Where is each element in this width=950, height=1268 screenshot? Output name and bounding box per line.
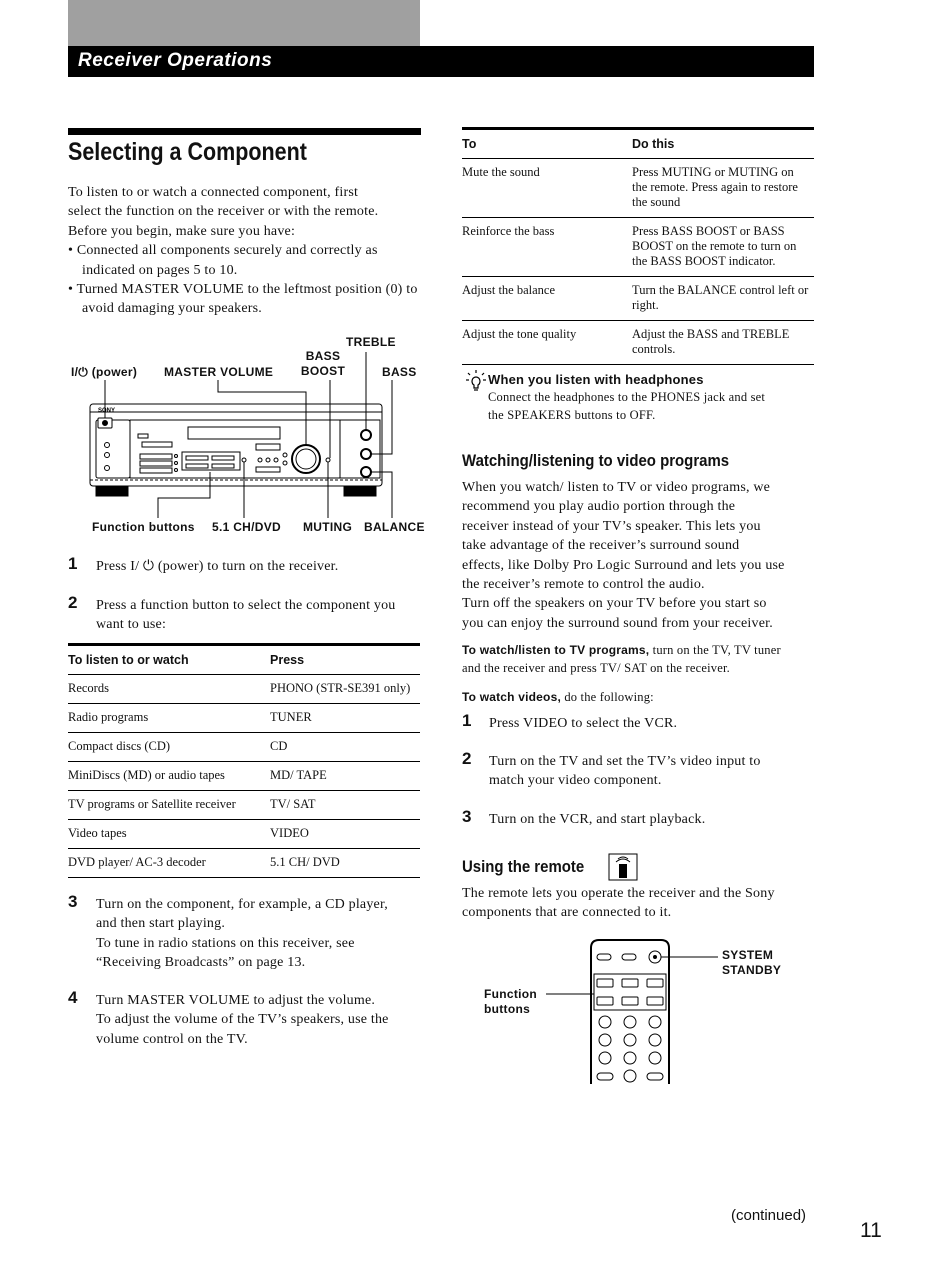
table-row: Adjust the balance Turn the BALANCE control left or right. <box>462 277 814 321</box>
step-number: 2 <box>68 593 78 612</box>
table-row: DVD player/ AC-3 decoder 5.1 CH/ DVD <box>68 849 420 878</box>
table-row: TV programs or Satellite receiver TV/ SAT <box>68 791 420 820</box>
step-text: Press a function button to select the component you want to use: <box>96 598 396 633</box>
operations-table <box>462 129 814 365</box>
power-label: I/⏻ (power) <box>71 365 138 379</box>
video-section-heading: Watching/listening to video programs <box>462 451 730 470</box>
table-header: Do this <box>632 137 675 151</box>
bullet-item: • Turned MASTER VOLUME to the leftmost position (0) to avoid damaging your speakers. <box>68 282 418 317</box>
step-text: Press I/ ⏻ (power) to turn on the receiver. <box>96 559 339 574</box>
function-buttons-label: Function buttons <box>92 520 195 534</box>
step-text: Press VIDEO to select the VCR. <box>489 716 678 731</box>
watch-videos-note: To watch videos, do the following: <box>462 690 654 704</box>
section-title: Receiver Operations <box>78 50 273 71</box>
treble-label: TREBLE <box>346 335 396 349</box>
step-number: 1 <box>462 711 472 730</box>
table-row: Reinforce the bass Press BASS BOOST or BASS BOOST on the remote to turn on the BASS BOOST indicator. <box>462 218 814 277</box>
remote-section-heading: Using the remote <box>462 857 585 876</box>
table-row: Video tapes VIDEO <box>68 820 420 849</box>
muting-label: MUTING <box>303 520 353 534</box>
bass-label: BASS <box>382 365 417 379</box>
system-standby-label: SYSTEM STANDBY <box>722 948 782 977</box>
remote-text: The remote lets you operate the receiver and the Sony components that are connected to it. <box>462 886 775 921</box>
balance-label: BALANCE <box>364 520 425 534</box>
table-row: Mute the sound Press MUTING or MUTING on the remote. Press again to restore the sound <box>462 159 814 218</box>
brand-logo: SONY <box>98 408 116 414</box>
table-header: To listen to or watch <box>68 653 189 667</box>
intro-text <box>68 183 428 319</box>
table-header: Press <box>270 653 305 667</box>
intro-line: To listen to or watch a connected component, first <box>68 185 359 200</box>
table-header-row <box>462 129 814 159</box>
continued-note: (continued) <box>731 1207 807 1224</box>
page-title: Selecting a Component <box>68 138 307 166</box>
step-number: 2 <box>462 749 472 768</box>
video-intro: When you watch/ listen to TV or video programs, we recommend you play audio portion through the receiver instead of your TV’s speaker. This lets you take advantage of the receiver’s surround sound effects, like Dolby Pro Logic Surround and lets you use the receiver’s remote to control the audio. Turn off the speakers on your TV before you start so you can enjoy the surround sound from your receiver. <box>462 480 785 631</box>
step-number: 3 <box>68 892 78 911</box>
bass-boost-label: BASS BOOST <box>300 349 346 378</box>
table-row: Radio programs TUNER <box>68 704 420 733</box>
step-text: Turn on the VCR, and start playback. <box>489 812 706 827</box>
step-number: 4 <box>68 988 78 1007</box>
tip-text: Connect the headphones to the PHONES jack and set the SPEAKERS buttons to OFF. <box>488 390 766 422</box>
bullet-item: • Connected all components securely and correctly as indicated on pages 5 to 10. <box>68 243 378 278</box>
remote-function-buttons-label: Function buttons <box>484 987 538 1016</box>
step-text: Turn MASTER VOLUME to adjust the volume. To adjust the volume of the TV’s speakers, use the volume control on the TV. <box>96 993 389 1047</box>
intro-line: Before you begin, make sure you have: <box>68 223 296 239</box>
table-row: Compact discs (CD) CD <box>68 733 420 762</box>
intro-line: select the function on the receiver or with the remote. <box>68 204 379 220</box>
table-row: MiniDiscs (MD) or audio tapes MD/ TAPE <box>68 762 420 791</box>
step-text: Turn on the TV and set the TV’s video input to match your video component. <box>489 754 761 789</box>
table-header: To <box>462 137 477 151</box>
ch51-dvd-label: 5.1 CH/DVD <box>212 520 282 534</box>
header-gray-tab <box>68 0 420 46</box>
tip-heading: When you listen with headphones <box>488 372 704 387</box>
title-rule <box>68 128 421 135</box>
master-volume-label: MASTER VOLUME <box>164 365 274 379</box>
remote-icon <box>608 853 638 881</box>
table-header-row <box>68 645 420 675</box>
component-table <box>68 645 420 878</box>
table-row: Records PHONO (STR-SE391 only) <box>68 675 420 704</box>
tv-programs-note: To watch/listen to TV programs, turn on the TV, TV tuner and the receiver and press TV/ SAT on the receiver. <box>462 643 781 675</box>
step-text: Turn on the component, for example, a CD player, and then start playing. To tune in radio stations on this receiver, see “Receiving Broadcasts” on page 13. <box>96 897 388 971</box>
step-number: 1 <box>68 554 78 573</box>
table-row: Adjust the tone quality Adjust the BASS and TREBLE controls. <box>462 321 814 365</box>
page-number: 11 <box>860 1219 882 1242</box>
section-header-bar <box>68 46 814 77</box>
remote-diagram <box>540 936 730 1086</box>
receiver-diagram <box>60 330 430 545</box>
step-number: 3 <box>462 807 472 826</box>
lightbulb-icon <box>465 369 487 391</box>
